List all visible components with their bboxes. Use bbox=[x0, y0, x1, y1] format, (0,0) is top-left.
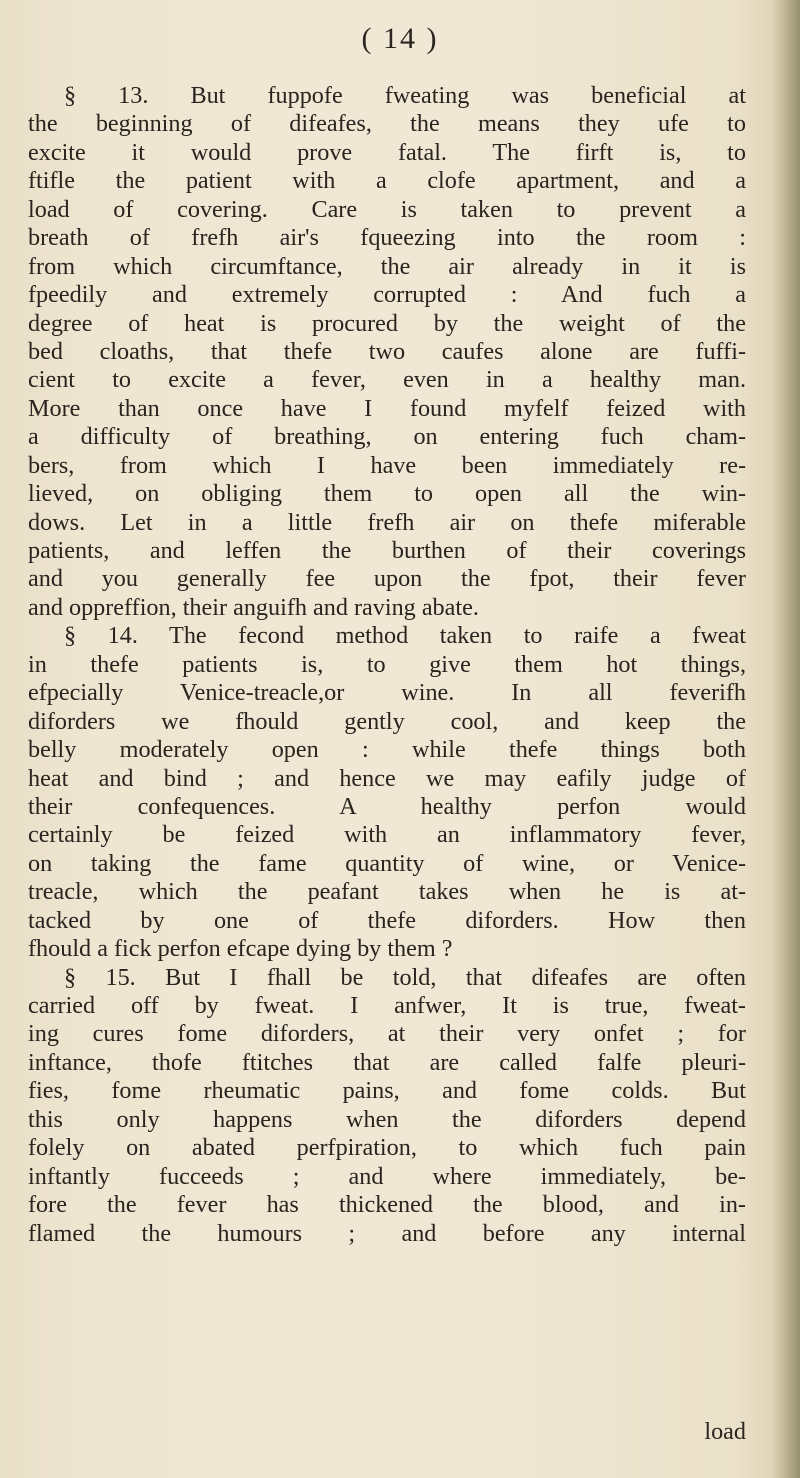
text-line: cient to excite a fever, even in a healthy man. bbox=[28, 366, 746, 394]
text-line: a difficulty of breathing, on entering fuch cham- bbox=[28, 423, 746, 451]
text-line: folely on abated perfpiration, to which fuch pain bbox=[28, 1134, 746, 1162]
text-line: fhould a fick perfon efcape dying by them ? bbox=[28, 935, 453, 963]
text-line: belly moderately open : while thefe things both bbox=[28, 736, 746, 764]
text-line: and you generally fee upon the fpot, their fever bbox=[28, 565, 746, 593]
text-line: § 15. But I fhall be told, that difeafes are often bbox=[64, 963, 746, 991]
text-line: load of covering. Care is taken to prevent a bbox=[28, 195, 746, 223]
page-edge-shadow bbox=[772, 0, 800, 1478]
text-line: on taking the fame quantity of wine, or Venice- bbox=[28, 849, 746, 877]
text-line: in thefe patients is, to give them hot things, bbox=[28, 650, 746, 678]
text-line: carried off by fweat. I anfwer, It is true, fweat- bbox=[28, 992, 746, 1019]
text-line: dows. Let in a little frefh air on thefe miferable bbox=[28, 508, 746, 536]
text-line: the beginning of difeafes, the means they ufe to bbox=[28, 110, 746, 138]
text-line: excite it would prove fatal. The firft is, to bbox=[28, 138, 746, 166]
text-line: this only happens when the diforders depend bbox=[28, 1105, 746, 1133]
page-number: ( 14 ) bbox=[361, 22, 439, 55]
body-text bbox=[28, 82, 746, 1248]
text-line: tacked by one of thefe diforders. How then bbox=[28, 906, 746, 934]
text-line: fore the fever has thickened the blood, and in- bbox=[28, 1191, 746, 1219]
text-line: their confequences. A healthy perfon would bbox=[28, 792, 746, 820]
text-line: efpecially Venice-treacle,or wine. In all feverifh bbox=[28, 679, 746, 707]
text-line: certainly be feized with an inflammatory fever, bbox=[28, 821, 746, 849]
text-line: treacle, which the peafant takes when he is at- bbox=[28, 878, 746, 906]
text-line: inftance, thofe ftitches that are called falfe pleuri- bbox=[28, 1048, 746, 1076]
text-line: inftantly fucceeds ; and where immediately, be- bbox=[28, 1162, 746, 1190]
text-line: degree of heat is procured by the weight of the bbox=[28, 309, 746, 337]
catchword: load bbox=[704, 1418, 746, 1445]
text-line: § 13. But fuppofe fweating was beneficial at bbox=[64, 82, 746, 109]
text-line: breath of frefh air's fqueezing into the room : bbox=[28, 224, 746, 252]
text-line: flamed the humours ; and before any internal bbox=[28, 1219, 746, 1247]
text-line: diforders we fhould gently cool, and keep the bbox=[28, 707, 746, 735]
text-line: from which circumftance, the air already in it is bbox=[28, 252, 746, 280]
text-line: and oppreffion, their anguifh and raving abate. bbox=[28, 593, 479, 621]
text-line: lieved, on obliging them to open all the win- bbox=[28, 480, 746, 508]
text-line: heat and bind ; and hence we may eafily judge of bbox=[28, 764, 746, 792]
text-line: ftifle the patient with a clofe apartment, and a bbox=[28, 167, 746, 195]
text-line: bed cloaths, that thefe two caufes alone are fuffi- bbox=[28, 337, 746, 365]
text-line: fies, fome rheumatic pains, and fome colds. But bbox=[28, 1077, 746, 1105]
text-line: bers, from which I have been immediately re- bbox=[28, 451, 746, 479]
text-line: patients, and leffen the burthen of their coverings bbox=[28, 537, 746, 564]
text-line: § 14. The fecond method taken to raife a fweat bbox=[64, 622, 746, 650]
text-line: fpeedily and extremely corrupted : And fuch a bbox=[28, 281, 746, 309]
text-line: ing cures fome diforders, at their very onfet ; for bbox=[28, 1020, 746, 1048]
text-line: More than once have I found myfelf feized with bbox=[28, 394, 746, 422]
